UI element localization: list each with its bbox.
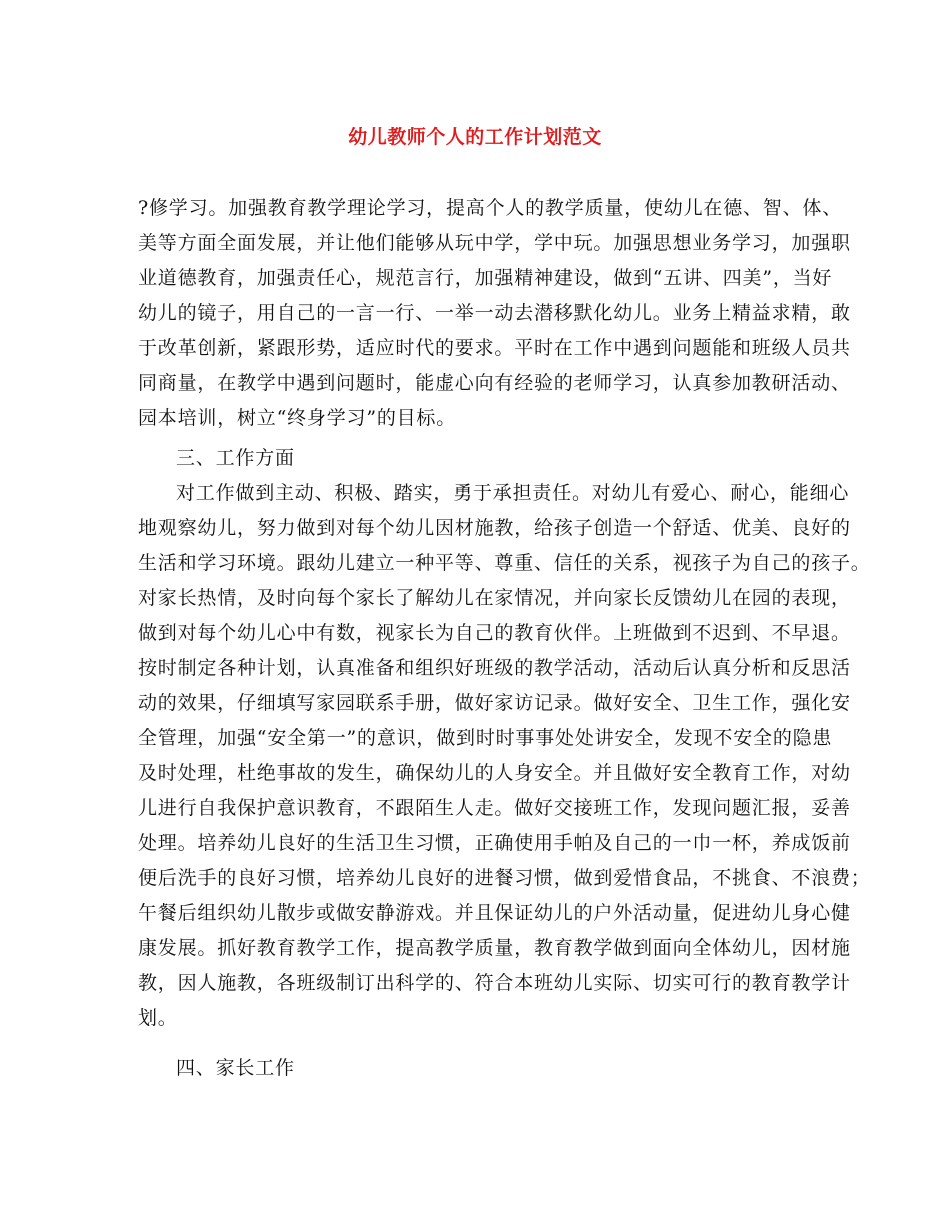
body-line: 对工作做到主动、积极、踏实，勇于承担责任。对幼儿有爱心、耐心，能细心 [176, 482, 850, 504]
body-line: 于改革创新，紧跟形势，适应时代的要求。平时在工作中遇到问题能和班级人员共 [138, 337, 851, 359]
body-line: 幼儿的镜子，用自己的一言一行、一举一动去潜移默化幼儿。业务上精益求精，敢 [138, 302, 851, 324]
body-line: 处理。培养幼儿良好的生活卫生习惯，正确使用手帕及自己的一巾一杯，养成饭前 [138, 832, 851, 854]
body-line: 同商量，在教学中遇到问题时，能虚心向有经验的老师学习，认真参加教研活动、 [138, 372, 851, 394]
body-line: 做到对每个幼儿心中有数，视家长为自己的教育伙伴。上班做到不迟到、不早退。 [138, 622, 851, 644]
body-line: 及时处理，杜绝事故的发生，确保幼儿的人身安全。并且做好安全教育工作，对幼 [138, 762, 851, 784]
body-line: 动的效果，仔细填写家园联系手册，做好家访记录。做好安全、卫生工作，强化安 [138, 692, 851, 714]
body-line: 业道德教育，加强责任心，规范言行，加强精神建设，做到“五讲、四美”，当好 [138, 267, 833, 289]
body-line: 对家长热情，及时向每个家长了解幼儿在家情况，并向家长反馈幼儿在园的表现， [138, 587, 851, 609]
body-line: 康发展。抓好教育教学工作，提高教学质量，教育教学做到面向全体幼儿，因材施 [138, 937, 851, 959]
body-line: 地观察幼儿，努力做到对每个幼儿因材施教，给孩子创造一个舒适、优美、良好的 [138, 517, 851, 539]
body-line: 午餐后组织幼儿散步或做安静游戏。并且保证幼儿的户外活动量，促进幼儿身心健 [138, 902, 851, 924]
body-line: 全管理，加强“安全第一”的意识，做到时时事事处处讲安全，发现不安全的隐患 [138, 727, 833, 749]
body-line: 便后洗手的良好习惯，培养幼儿良好的进餐习惯，做到爱惜食品，不挑食、不浪费； [138, 867, 871, 889]
body-line: 儿进行自我保护意识教育，不跟陌生人走。做好交接班工作，发现问题汇报，妥善 [138, 797, 851, 819]
body-line: 园本培训，树立“终身学习”的目标。 [138, 407, 457, 429]
section-heading: 四、家长工作 [176, 1057, 295, 1079]
section-heading: 三、工作方面 [176, 447, 295, 469]
body-line: 美等方面全面发展，并让他们能够从玩中学，学中玩。加强思想业务学习，加强职 [138, 232, 851, 254]
body-line: ?修学习。加强教育教学理论学习，提高个人的教学质量，使幼儿在德、智、体、 [138, 197, 842, 219]
body-line: 教，因人施教，各班级制订出科学的、符合本班幼儿实际、切实可行的教育教学计 [138, 972, 851, 994]
body-line: 生活和学习环境。跟幼儿建立一种平等、尊重、信任的关系，视孩子为自己的孩子。 [138, 552, 871, 574]
body-line: 按时制定各种计划，认真准备和组织好班级的教学活动，活动后认真分析和反思活 [138, 657, 851, 679]
document-title: 幼儿教师个人的工作计划范文 [348, 126, 602, 148]
body-line: 划。 [138, 1007, 178, 1029]
